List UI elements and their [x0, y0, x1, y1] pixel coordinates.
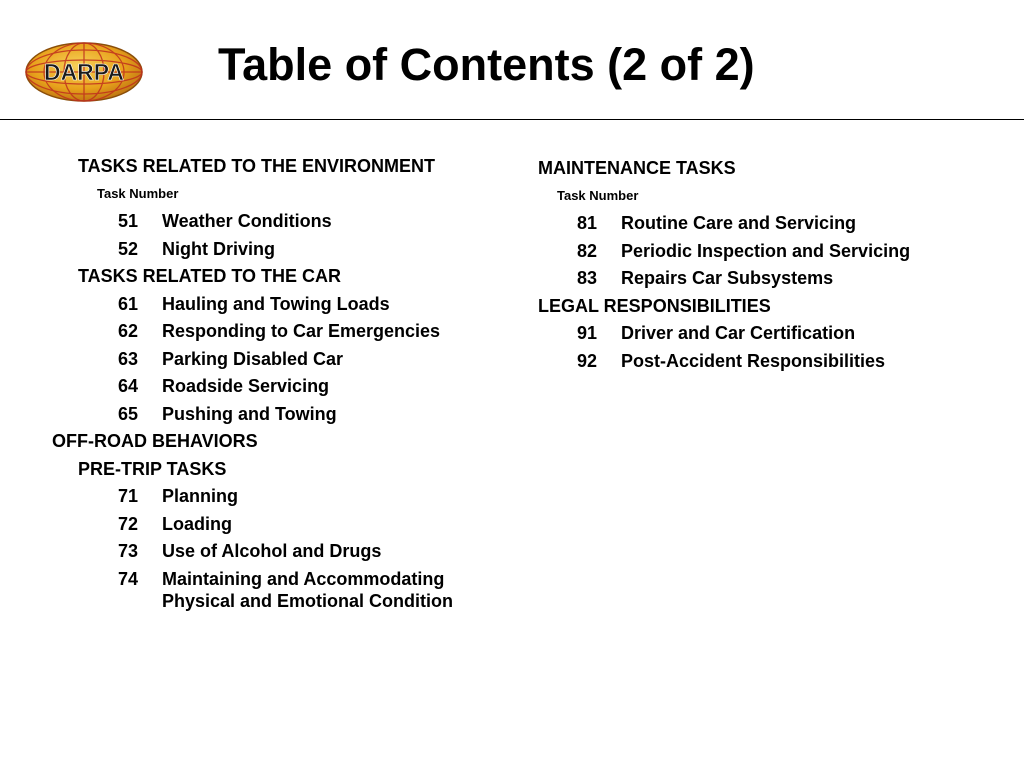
- task-title: Pushing and Towing: [162, 403, 337, 424]
- toc-item: [52, 568, 512, 614]
- toc-item: [52, 238, 512, 266]
- toc-item: [538, 212, 1008, 240]
- toc-item: [52, 320, 512, 348]
- page-title: Table of Contents (2 of 2): [218, 39, 755, 90]
- toc-item: [52, 513, 512, 541]
- task-title: Driver and Car Certification: [621, 323, 856, 343]
- section-heading-car: TASKS RELATED TO THE CAR: [78, 266, 342, 286]
- toc-item: [52, 485, 512, 513]
- task-title: Weather Conditions: [162, 211, 332, 231]
- task-number: 65: [118, 403, 139, 424]
- task-title: Repairs Car Subsystems: [621, 268, 834, 288]
- header-divider: [0, 119, 1024, 120]
- task-number: 71: [118, 486, 139, 506]
- task-title: Use of Alcohol and Drugs: [162, 541, 382, 561]
- section-heading-offroad: OFF-ROAD BEHAVIORS: [52, 431, 258, 451]
- toc-item: [538, 240, 1008, 268]
- task-title: Loading: [162, 513, 232, 534]
- task-title: Routine Care and Servicing: [621, 213, 857, 233]
- toc-item: [52, 348, 512, 376]
- toc-item: [52, 375, 512, 403]
- task-title: Parking Disabled Car: [162, 348, 344, 369]
- task-number: 61: [118, 293, 139, 314]
- task-number: 64: [118, 376, 139, 396]
- section-heading-legal: LEGAL RESPONSIBILITIES: [538, 295, 771, 316]
- task-number: 82: [577, 240, 598, 261]
- task-number: 91: [577, 323, 598, 343]
- task-number: 81: [577, 213, 598, 233]
- task-title: Night Driving: [162, 238, 275, 259]
- task-number: 52: [118, 238, 139, 259]
- toc-item: [52, 540, 512, 568]
- task-number: 74: [118, 568, 139, 589]
- task-title-line: Maintaining and Accommodating: [162, 568, 445, 589]
- darpa-logo: [22, 40, 146, 104]
- task-number: 73: [118, 541, 139, 561]
- task-number-label: Task Number: [97, 185, 179, 201]
- task-number: 51: [118, 211, 139, 231]
- task-number: 83: [577, 268, 598, 288]
- task-title: Planning: [162, 486, 238, 506]
- toc-item: [538, 350, 1008, 378]
- task-number: 63: [118, 348, 139, 369]
- toc-item: [52, 293, 512, 321]
- task-number-label: Task Number: [557, 187, 639, 203]
- task-title: Post-Accident Responsibilities: [621, 350, 886, 371]
- task-title: Responding to Car Emergencies: [162, 321, 441, 341]
- toc-item: [538, 322, 1008, 350]
- section-heading-pretrip: PRE-TRIP TASKS: [78, 458, 227, 479]
- task-title-line: Physical and Emotional Condition: [162, 590, 454, 611]
- section-heading-environment: TASKS RELATED TO THE ENVIRONMENT: [78, 156, 436, 176]
- logo-text: DARPA: [43, 59, 125, 85]
- right-column: [538, 157, 1008, 377]
- toc-item: [52, 403, 512, 431]
- task-title: Periodic Inspection and Servicing: [621, 240, 911, 261]
- task-title: Roadside Servicing: [162, 376, 330, 396]
- task-number: 92: [577, 350, 598, 371]
- task-number: 72: [118, 513, 139, 534]
- task-title: Hauling and Towing Loads: [162, 293, 390, 314]
- left-column: [52, 155, 512, 614]
- toc-item: [52, 210, 512, 238]
- toc-item: [538, 267, 1008, 295]
- task-number: 62: [118, 321, 139, 341]
- task-title: [162, 568, 453, 612]
- section-heading-maintenance: MAINTENANCE TASKS: [538, 158, 736, 178]
